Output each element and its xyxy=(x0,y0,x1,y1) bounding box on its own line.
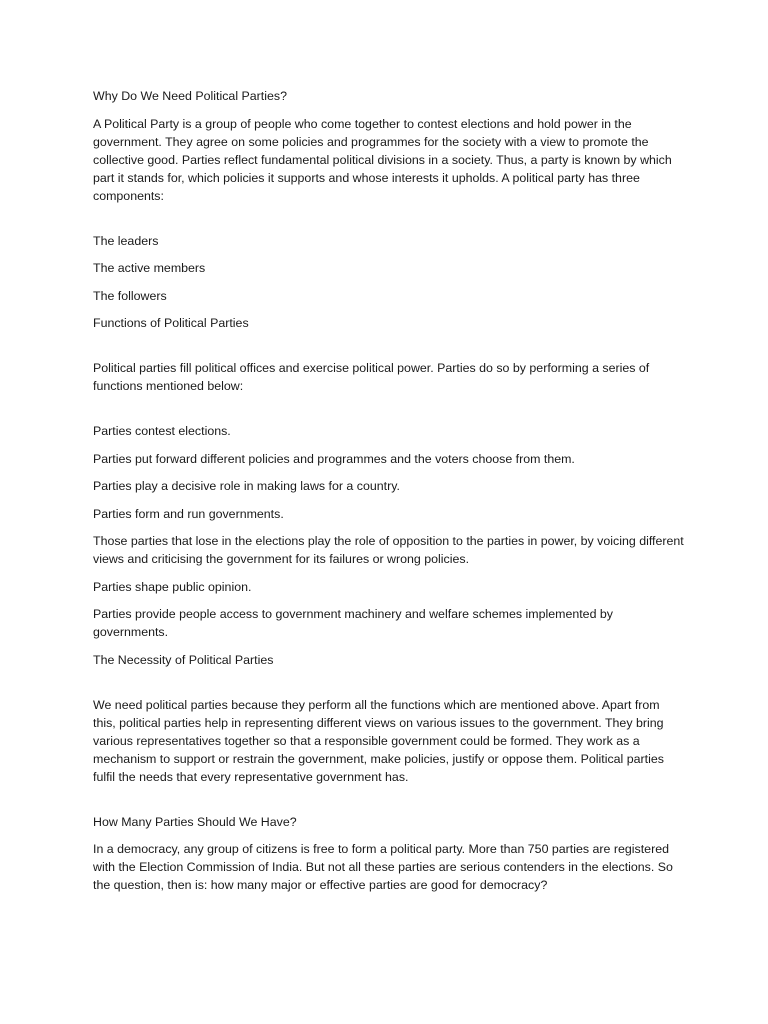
intro-paragraph: A Political Party is a group of people who come together to contest elections and hold power in the government. They agree on some policies and programmes for the society with a view to promote the collective good. Parties reflect fundamental political divisions in a society. Thus, a party is known by which part it stands for, which policies it supports and whose interests it upholds. A political party has three components: xyxy=(93,116,672,203)
functions-intro-paragraph: Political parties fill political offices and exercise political power. Parties do so by performing a series of functions mentioned below: xyxy=(93,361,650,393)
necessity-paragraph: We need political parties because they perform all the functions which are mentioned above. Apart from this, political parties help in representing different views on various issues to the government. They bring various representatives together so that a responsible government could be formed. They work as a mechanism to support or restrain the government, make policies, justify or oppose them. Political parties fulfil the needs that every representative government has. xyxy=(93,697,664,784)
how-many-paragraph: In a democracy, any group of citizens is free to form a political party. More than 750 parties are registered with the Election Commission of India. But not all these parties are serious contenders in the elections. So the question, then is: how many major or effective parties are good for democracy? xyxy=(93,842,673,892)
function-item: Those parties that lose in the elections play the role of opposition to the parties in power, by voicing different views and criticising the government for its failures or wrong policies. xyxy=(93,534,684,566)
section-heading-functions: Functions of Political Parties xyxy=(93,316,249,330)
function-item: Parties put forward different policies and programmes and the voters choose from them. xyxy=(93,451,575,466)
function-item: Parties provide people access to government machinery and welfare schemes implemented by governments. xyxy=(93,607,613,639)
section-heading-necessity: The Necessity of Political Parties xyxy=(93,652,274,667)
function-item: Parties shape public opinion. xyxy=(93,579,252,594)
section-heading-how-many: How Many Parties Should We Have? xyxy=(93,814,297,829)
component-item: The active members xyxy=(93,261,206,275)
function-item: Parties play a decisive role in making laws for a country. xyxy=(93,479,400,493)
component-item: The followers xyxy=(93,288,167,303)
function-item: Parties form and run governments. xyxy=(93,506,284,521)
section-heading-why: Why Do We Need Political Parties? xyxy=(93,89,287,103)
function-item: Parties contest elections. xyxy=(93,424,231,438)
document-body xyxy=(93,87,685,904)
component-item: The leaders xyxy=(93,233,159,248)
